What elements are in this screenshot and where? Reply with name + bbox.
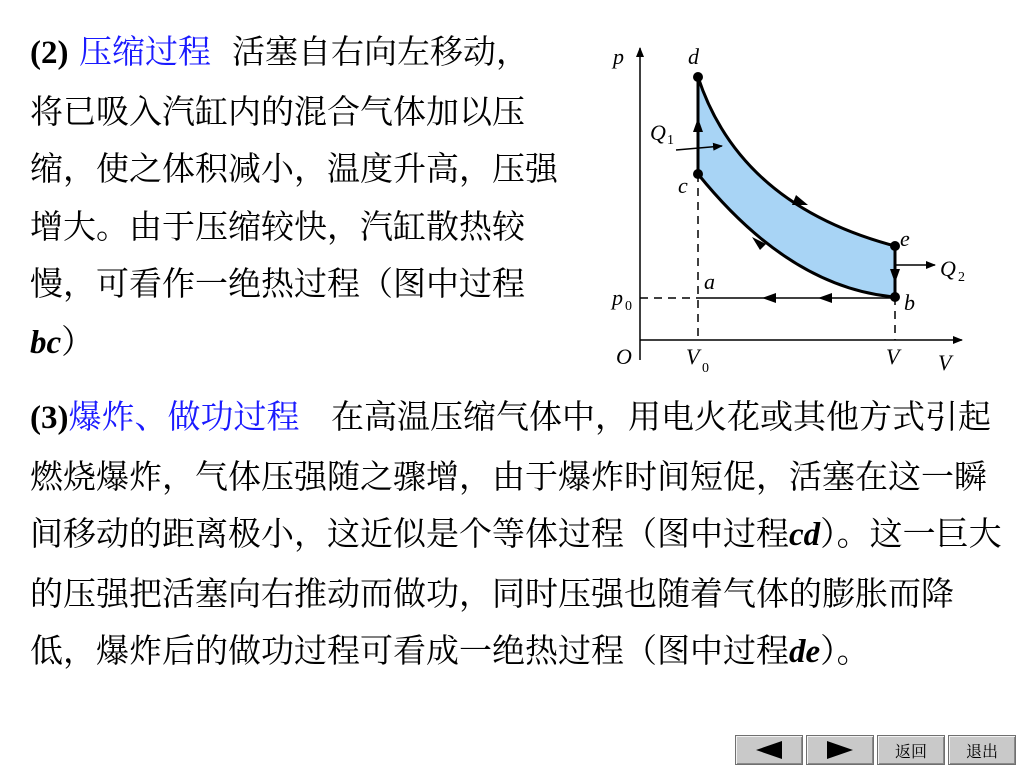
point-b-label: b xyxy=(904,290,915,315)
p0-label: p xyxy=(612,285,623,310)
section-compression xyxy=(30,23,558,372)
origin-label: O xyxy=(616,344,632,369)
point-b-dot xyxy=(890,292,900,302)
v-tick-label: V xyxy=(886,344,900,369)
pv-diagram xyxy=(600,40,980,380)
section-heading: 压缩过程 xyxy=(78,32,211,71)
point-c-label: c xyxy=(678,173,688,198)
q2-label: Q xyxy=(940,256,956,281)
q1-subscript: 1 xyxy=(667,133,674,148)
q1-label: Q xyxy=(650,120,666,145)
section-body: 在高温压缩气体中，用电火花或其他方式引起燃烧爆炸，气体压强随之骤增，由于爆炸时间短促，活塞在这一瞬间移动的距离极小，这近似是个等体过程（图中过程 xyxy=(30,397,991,553)
p0-subscript: 0 xyxy=(625,299,632,314)
point-d-dot xyxy=(693,72,703,82)
section-body-end: ） xyxy=(61,321,95,361)
triangle-left-icon xyxy=(756,741,782,759)
intake-arrow-2 xyxy=(818,293,832,303)
previous-button[interactable] xyxy=(735,735,803,765)
point-e-dot xyxy=(890,241,900,251)
v0-label: V xyxy=(686,344,700,369)
section-number: (3) xyxy=(30,400,69,436)
point-a-label: a xyxy=(704,269,715,294)
section-body-end: ）。 xyxy=(820,631,870,670)
triangle-right-icon xyxy=(827,741,853,759)
v-axis-label: V xyxy=(938,350,952,375)
point-d-label: d xyxy=(688,44,699,69)
process-label: de xyxy=(789,634,821,670)
section-explosion-work xyxy=(30,388,1005,682)
section-heading: 爆炸、做功过程 xyxy=(68,397,300,436)
next-button[interactable] xyxy=(806,735,874,765)
cycle-region xyxy=(698,77,895,297)
p-axis-label: p xyxy=(613,44,624,69)
process-label: cd xyxy=(789,517,821,553)
point-c-dot xyxy=(693,169,703,179)
section-body: 活塞自右向左移动，将已吸入汽缸内的混合气体加以压缩，使之体积减小，温度升高，压强增大。由于压缩较快，汽缸散热较慢，可看作一绝热过程（图中过程 xyxy=(30,32,558,303)
q2-subscript: 2 xyxy=(958,270,965,285)
intake-arrow-1 xyxy=(762,293,776,303)
exit-button[interactable]: 退出 xyxy=(948,735,1016,765)
v0-subscript: 0 xyxy=(702,361,709,376)
section-body: ）。这一巨大的压强把活塞向右推动而做功，同时压强也随着气体的膨胀而降低，爆炸后的做功过程可看成一绝热过程（图中过程 xyxy=(30,514,1002,670)
back-button[interactable]: 返回 xyxy=(877,735,945,765)
expansion-arrow xyxy=(792,195,808,205)
point-e-label: e xyxy=(900,226,910,251)
section-number: (2) xyxy=(30,35,69,71)
slide-navigation xyxy=(735,735,1020,765)
process-label: bc xyxy=(30,324,62,361)
